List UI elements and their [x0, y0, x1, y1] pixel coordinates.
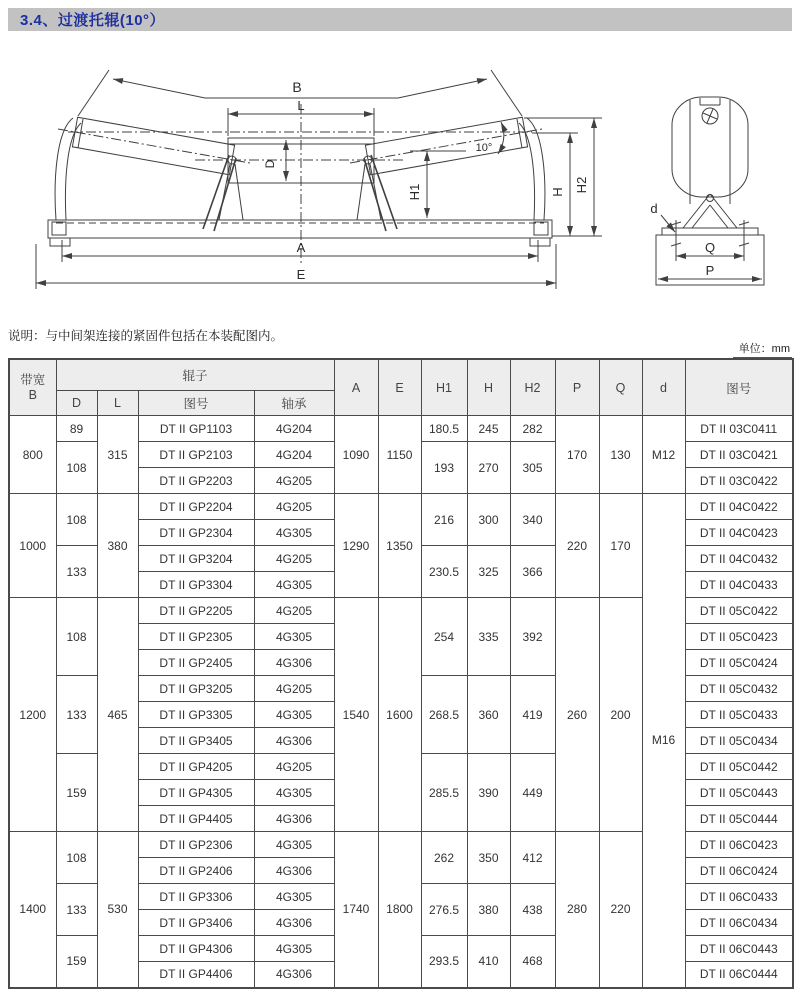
table-cell: 315 — [97, 416, 138, 494]
table-cell: DT II 05C0433 — [685, 702, 793, 728]
spec-table — [8, 358, 794, 989]
table-cell: DT II GP2205 — [138, 598, 254, 624]
table-cell: 4G205 — [254, 546, 334, 572]
base-frame — [48, 220, 602, 246]
table-cell: 133 — [56, 676, 97, 754]
col-header-D: D — [56, 391, 97, 416]
table-cell: 4G305 — [254, 884, 334, 910]
table-cell: 268.5 — [421, 676, 467, 754]
table-cell: 108 — [56, 598, 97, 676]
dim-angle — [476, 122, 504, 154]
table-cell: DT II GP3305 — [138, 702, 254, 728]
table-cell: 220 — [599, 832, 642, 988]
table-cell: DT II 04C0423 — [685, 520, 793, 546]
table-cell: 4G305 — [254, 936, 334, 962]
table-cell: M16 — [642, 494, 685, 988]
col-header-figure: 图号 — [685, 359, 793, 416]
table-cell: 4G204 — [254, 442, 334, 468]
table-cell: DT II GP4305 — [138, 780, 254, 806]
col-header-bearing: 轴承 — [254, 391, 334, 416]
dim-label-angle: 10° — [475, 142, 493, 154]
table-cell: 133 — [56, 884, 97, 936]
table-cell: DT II GP2405 — [138, 650, 254, 676]
table-cell: DT II GP3204 — [138, 546, 254, 572]
table-cell: DT II 05C0422 — [685, 598, 793, 624]
table-cell: 4G306 — [254, 806, 334, 832]
table-cell: DT II 06C0444 — [685, 962, 793, 988]
table-cell: 200 — [599, 598, 642, 832]
table-cell: 254 — [421, 598, 467, 676]
table-cell: 1200 — [9, 598, 56, 832]
table-cell: 1290 — [334, 494, 378, 598]
table-cell: 1800 — [378, 832, 421, 988]
table-cell: 390 — [467, 754, 510, 832]
table-cell: DT II 06C0423 — [685, 832, 793, 858]
dim-label-L: L — [297, 98, 305, 113]
table-cell: 392 — [510, 598, 555, 676]
table-cell: 193 — [421, 442, 467, 494]
side-rollers — [72, 117, 527, 175]
table-cell: DT II GP2306 — [138, 832, 254, 858]
table-cell: 4G306 — [254, 962, 334, 988]
dim-d — [650, 201, 675, 232]
table-cell: DT II GP2406 — [138, 858, 254, 884]
col-header-bandwidth — [9, 359, 56, 416]
table-cell: M12 — [642, 416, 685, 494]
table-cell: 4G205 — [254, 598, 334, 624]
table-cell: 4G306 — [254, 858, 334, 884]
table-cell: 1000 — [9, 494, 56, 598]
table-cell: 280 — [555, 832, 599, 988]
dim-label-H: H — [550, 187, 565, 197]
col-header-H1: H1 — [421, 359, 467, 416]
table-cell: 4G305 — [254, 832, 334, 858]
table-cell: DT II 06C0433 — [685, 884, 793, 910]
table-cell: DT II GP3406 — [138, 910, 254, 936]
table-cell: DT II 04C0432 — [685, 546, 793, 572]
table-cell: 282 — [510, 416, 555, 442]
table-cell: 300 — [467, 494, 510, 546]
dim-label-H2: H2 — [574, 176, 589, 194]
table-cell: DT II 05C0432 — [685, 676, 793, 702]
col-header-roller-group: 辊子 — [56, 359, 334, 391]
col-header-L: L — [97, 391, 138, 416]
table-cell: DT II GP2204 — [138, 494, 254, 520]
table-cell: 108 — [56, 832, 97, 884]
table-cell: 4G306 — [254, 728, 334, 754]
table-cell: 270 — [467, 442, 510, 494]
table-cell: 159 — [56, 754, 97, 832]
table-cell: 4G305 — [254, 702, 334, 728]
table-cell: 220 — [555, 494, 599, 598]
table-cell: DT II 05C0443 — [685, 780, 793, 806]
table-cell: 4G205 — [254, 494, 334, 520]
dim-label-A: A — [296, 240, 306, 255]
table-cell: 216 — [421, 494, 467, 546]
unit-label: 单位：mm — [733, 340, 792, 358]
table-cell: 410 — [467, 936, 510, 988]
table-cell: DT II GP2203 — [138, 468, 254, 494]
table-cell: 245 — [467, 416, 510, 442]
table-cell: 170 — [555, 416, 599, 494]
table-cell: 366 — [510, 546, 555, 598]
table-cell: 276.5 — [421, 884, 467, 936]
table-cell: 1600 — [378, 598, 421, 832]
table-cell: 412 — [510, 832, 555, 884]
table-cell: 449 — [510, 754, 555, 832]
table-cell: 89 — [56, 416, 97, 442]
table-cell: 1740 — [334, 832, 378, 988]
section-title-bar — [8, 8, 792, 31]
col-header-H2: H2 — [510, 359, 555, 416]
table-cell: 380 — [97, 494, 138, 598]
table-cell: DT II GP2305 — [138, 624, 254, 650]
page-title: 3.4、过渡托辊(10°） — [20, 12, 166, 29]
bandwidth-symbol: B — [28, 387, 37, 402]
table-cell: 4G204 — [254, 416, 334, 442]
table-cell: 133 — [56, 546, 97, 598]
technical-drawing — [0, 52, 800, 320]
table-cell: 305 — [510, 442, 555, 494]
col-header-E: E — [378, 359, 421, 416]
table-cell: 285.5 — [421, 754, 467, 832]
table-cell: 108 — [56, 442, 97, 494]
table-cell: 800 — [9, 416, 56, 494]
table-cell: DT II 03C0421 — [685, 442, 793, 468]
dim-A — [62, 240, 538, 262]
side-view — [656, 97, 764, 285]
col-header-roller-figure: 图号 — [138, 391, 254, 416]
table-cell: 293.5 — [421, 936, 467, 988]
table-cell: DT II 05C0434 — [685, 728, 793, 754]
dim-label-D: D — [263, 159, 277, 169]
dim-H — [532, 133, 578, 236]
table-cell: 4G205 — [254, 754, 334, 780]
table-cell: DT II GP2304 — [138, 520, 254, 546]
table-cell: 1090 — [334, 416, 378, 494]
table-cell: 438 — [510, 884, 555, 936]
dim-label-H1: H1 — [407, 183, 422, 201]
table-cell: DT II 05C0424 — [685, 650, 793, 676]
end-brackets — [55, 118, 545, 220]
table-cell: DT II 03C0422 — [685, 468, 793, 494]
table-cell: 180.5 — [421, 416, 467, 442]
col-header-d: d — [642, 359, 685, 416]
col-header-A: A — [334, 359, 378, 416]
table-cell: DT II 05C0442 — [685, 754, 793, 780]
table-cell: 4G305 — [254, 624, 334, 650]
table-cell: 260 — [555, 598, 599, 832]
table-cell: 159 — [56, 936, 97, 988]
table-cell: 325 — [467, 546, 510, 598]
table-cell: 170 — [599, 494, 642, 598]
table-cell: DT II 04C0433 — [685, 572, 793, 598]
dim-P — [658, 263, 762, 279]
table-cell: 4G305 — [254, 520, 334, 546]
dim-label-E: E — [296, 267, 306, 282]
table-cell: 468 — [510, 936, 555, 988]
note-text: 说明：与中间架连接的紧固件包括在本装配图内。 — [8, 329, 284, 343]
table-cell: 1350 — [378, 494, 421, 598]
table-cell: 360 — [467, 676, 510, 754]
table-cell: 262 — [421, 832, 467, 884]
table-cell: DT II 05C0423 — [685, 624, 793, 650]
table-cell: 1540 — [334, 598, 378, 832]
table-cell: DT II 06C0434 — [685, 910, 793, 936]
col-header-Q: Q — [599, 359, 642, 416]
table-cell: 108 — [56, 494, 97, 546]
table-cell: DT II GP4405 — [138, 806, 254, 832]
table-cell: DT II GP4205 — [138, 754, 254, 780]
table-cell: 4G306 — [254, 910, 334, 936]
table-cell: DT II GP1103 — [138, 416, 254, 442]
table-cell: DT II 03C0411 — [685, 416, 793, 442]
bandwidth-label: 带宽 — [20, 373, 46, 388]
table-cell: 1150 — [378, 416, 421, 494]
dim-H2 — [524, 118, 602, 236]
table-cell: 340 — [510, 494, 555, 546]
dim-label-P: P — [705, 263, 715, 278]
dim-Q — [676, 240, 744, 261]
table-cell: 4G205 — [254, 676, 334, 702]
table-cell: 4G305 — [254, 572, 334, 598]
table-cell: DT II 04C0422 — [685, 494, 793, 520]
table-cell: 230.5 — [421, 546, 467, 598]
table-cell: DT II GP3304 — [138, 572, 254, 598]
table-cell: DT II GP3405 — [138, 728, 254, 754]
table-cell: 335 — [467, 598, 510, 676]
table-cell: 350 — [467, 832, 510, 884]
table-cell: DT II GP2103 — [138, 442, 254, 468]
table-cell: 4G306 — [254, 650, 334, 676]
table-cell: DT II 06C0424 — [685, 858, 793, 884]
col-header-H: H — [467, 359, 510, 416]
table-cell: 130 — [599, 416, 642, 494]
table-cell: 4G305 — [254, 780, 334, 806]
table-cell: DT II GP3306 — [138, 884, 254, 910]
table-cell: 419 — [510, 676, 555, 754]
table-cell: DT II 06C0443 — [685, 936, 793, 962]
table-cell: 530 — [97, 832, 138, 988]
table-cell: 380 — [467, 884, 510, 936]
table-cell: DT II GP4306 — [138, 936, 254, 962]
table-cell: DT II 05C0444 — [685, 806, 793, 832]
table-cell: 4G205 — [254, 468, 334, 494]
table-cell: 1400 — [9, 832, 56, 988]
table-cell: 465 — [97, 598, 138, 832]
table-cell: DT II GP3205 — [138, 676, 254, 702]
dim-label-B: B — [292, 79, 302, 95]
dim-D — [263, 140, 286, 181]
dim-H1 — [407, 151, 466, 218]
dim-label-Q: Q — [704, 240, 716, 255]
col-header-P: P — [555, 359, 599, 416]
table-cell: DT II GP4406 — [138, 962, 254, 988]
dim-label-d: d — [650, 201, 658, 216]
